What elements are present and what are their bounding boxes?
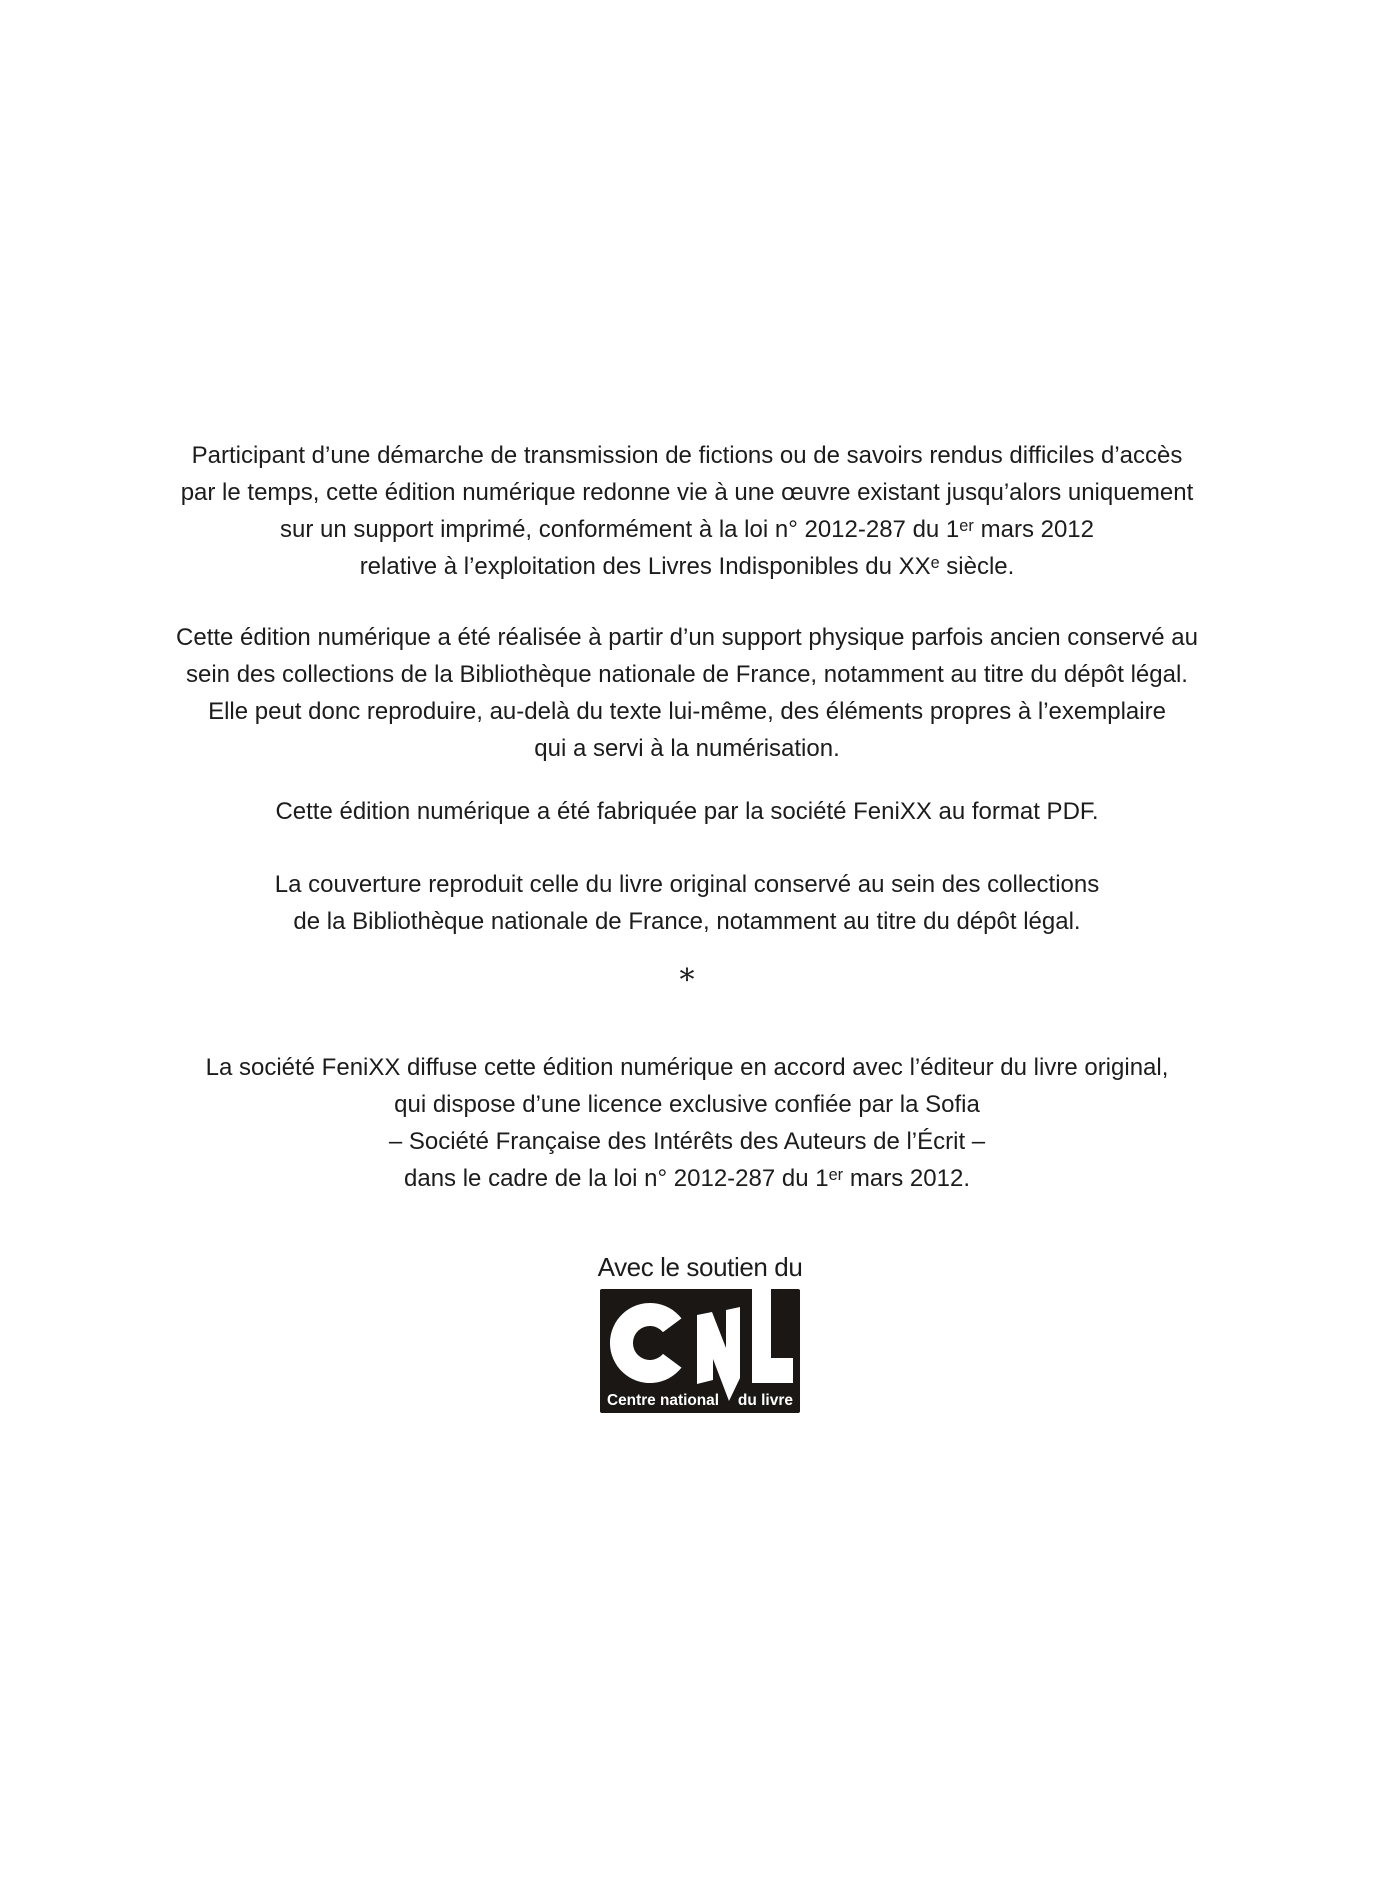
text-line: La couverture reproduit celle du livre original conservé au sein des collections bbox=[274, 871, 1100, 898]
paragraph-cover-notice bbox=[0, 866, 1374, 940]
text-line: relative à l’exploitation des Livres Indisponibles du XXᵉ siècle. bbox=[359, 553, 1015, 580]
support-label: Avec le soutien du bbox=[597, 1252, 803, 1282]
cnl-logo bbox=[600, 1281, 800, 1413]
cnl-caption-left: Centre national bbox=[607, 1392, 719, 1409]
text-line: de la Bibliothèque nationale de France, notamment au titre du dépôt légal. bbox=[293, 908, 1081, 935]
cnl-caption-right: du livre bbox=[737, 1392, 793, 1409]
text-line: par le temps, cette édition numérique redonne vie à une œuvre existant jusqu’alors uniquement bbox=[180, 479, 1194, 506]
text-line: Cette édition numérique a été réalisée à partir d’un support physique parfois ancien conservé au bbox=[176, 624, 1198, 651]
text-line: sur un support imprimé, conformément à la loi n° 2012-287 du 1ᵉʳ mars 2012 bbox=[279, 516, 1095, 543]
paragraph-source-notice bbox=[0, 619, 1374, 767]
paragraph-fabrication-notice bbox=[0, 793, 1374, 830]
support-footer bbox=[0, 1254, 1400, 1413]
paragraph-distribution-notice bbox=[0, 1049, 1374, 1197]
text-line: Participant d’une démarche de transmission de fictions ou de savoirs rendus difficiles d’accès bbox=[191, 442, 1183, 469]
paragraph-transmission-notice bbox=[0, 437, 1374, 585]
text-line: dans le cadre de la loi n° 2012-287 du 1ᵉʳ mars 2012. bbox=[404, 1165, 970, 1192]
text-line: – Société Française des Intérêts des Auteurs de l’Écrit – bbox=[388, 1128, 986, 1155]
text-line: Cette édition numérique a été fabriquée par la société FeniXX au format PDF. bbox=[275, 798, 1099, 825]
text-line: sein des collections de la Bibliothèque nationale de France, notamment au titre du dépôt légal. bbox=[186, 661, 1188, 688]
text-line: qui a servi à la numérisation. bbox=[534, 735, 840, 762]
asterisk-separator: * bbox=[679, 963, 695, 998]
text-line: Elle peut donc reproduire, au-delà du texte lui-même, des éléments propres à l’exemplaire bbox=[208, 698, 1166, 725]
text-line: La société FeniXX diffuse cette édition numérique en accord avec l’éditeur du livre original, bbox=[205, 1054, 1169, 1081]
text-line: qui dispose d’une licence exclusive confiée par la Sofia bbox=[394, 1091, 980, 1118]
